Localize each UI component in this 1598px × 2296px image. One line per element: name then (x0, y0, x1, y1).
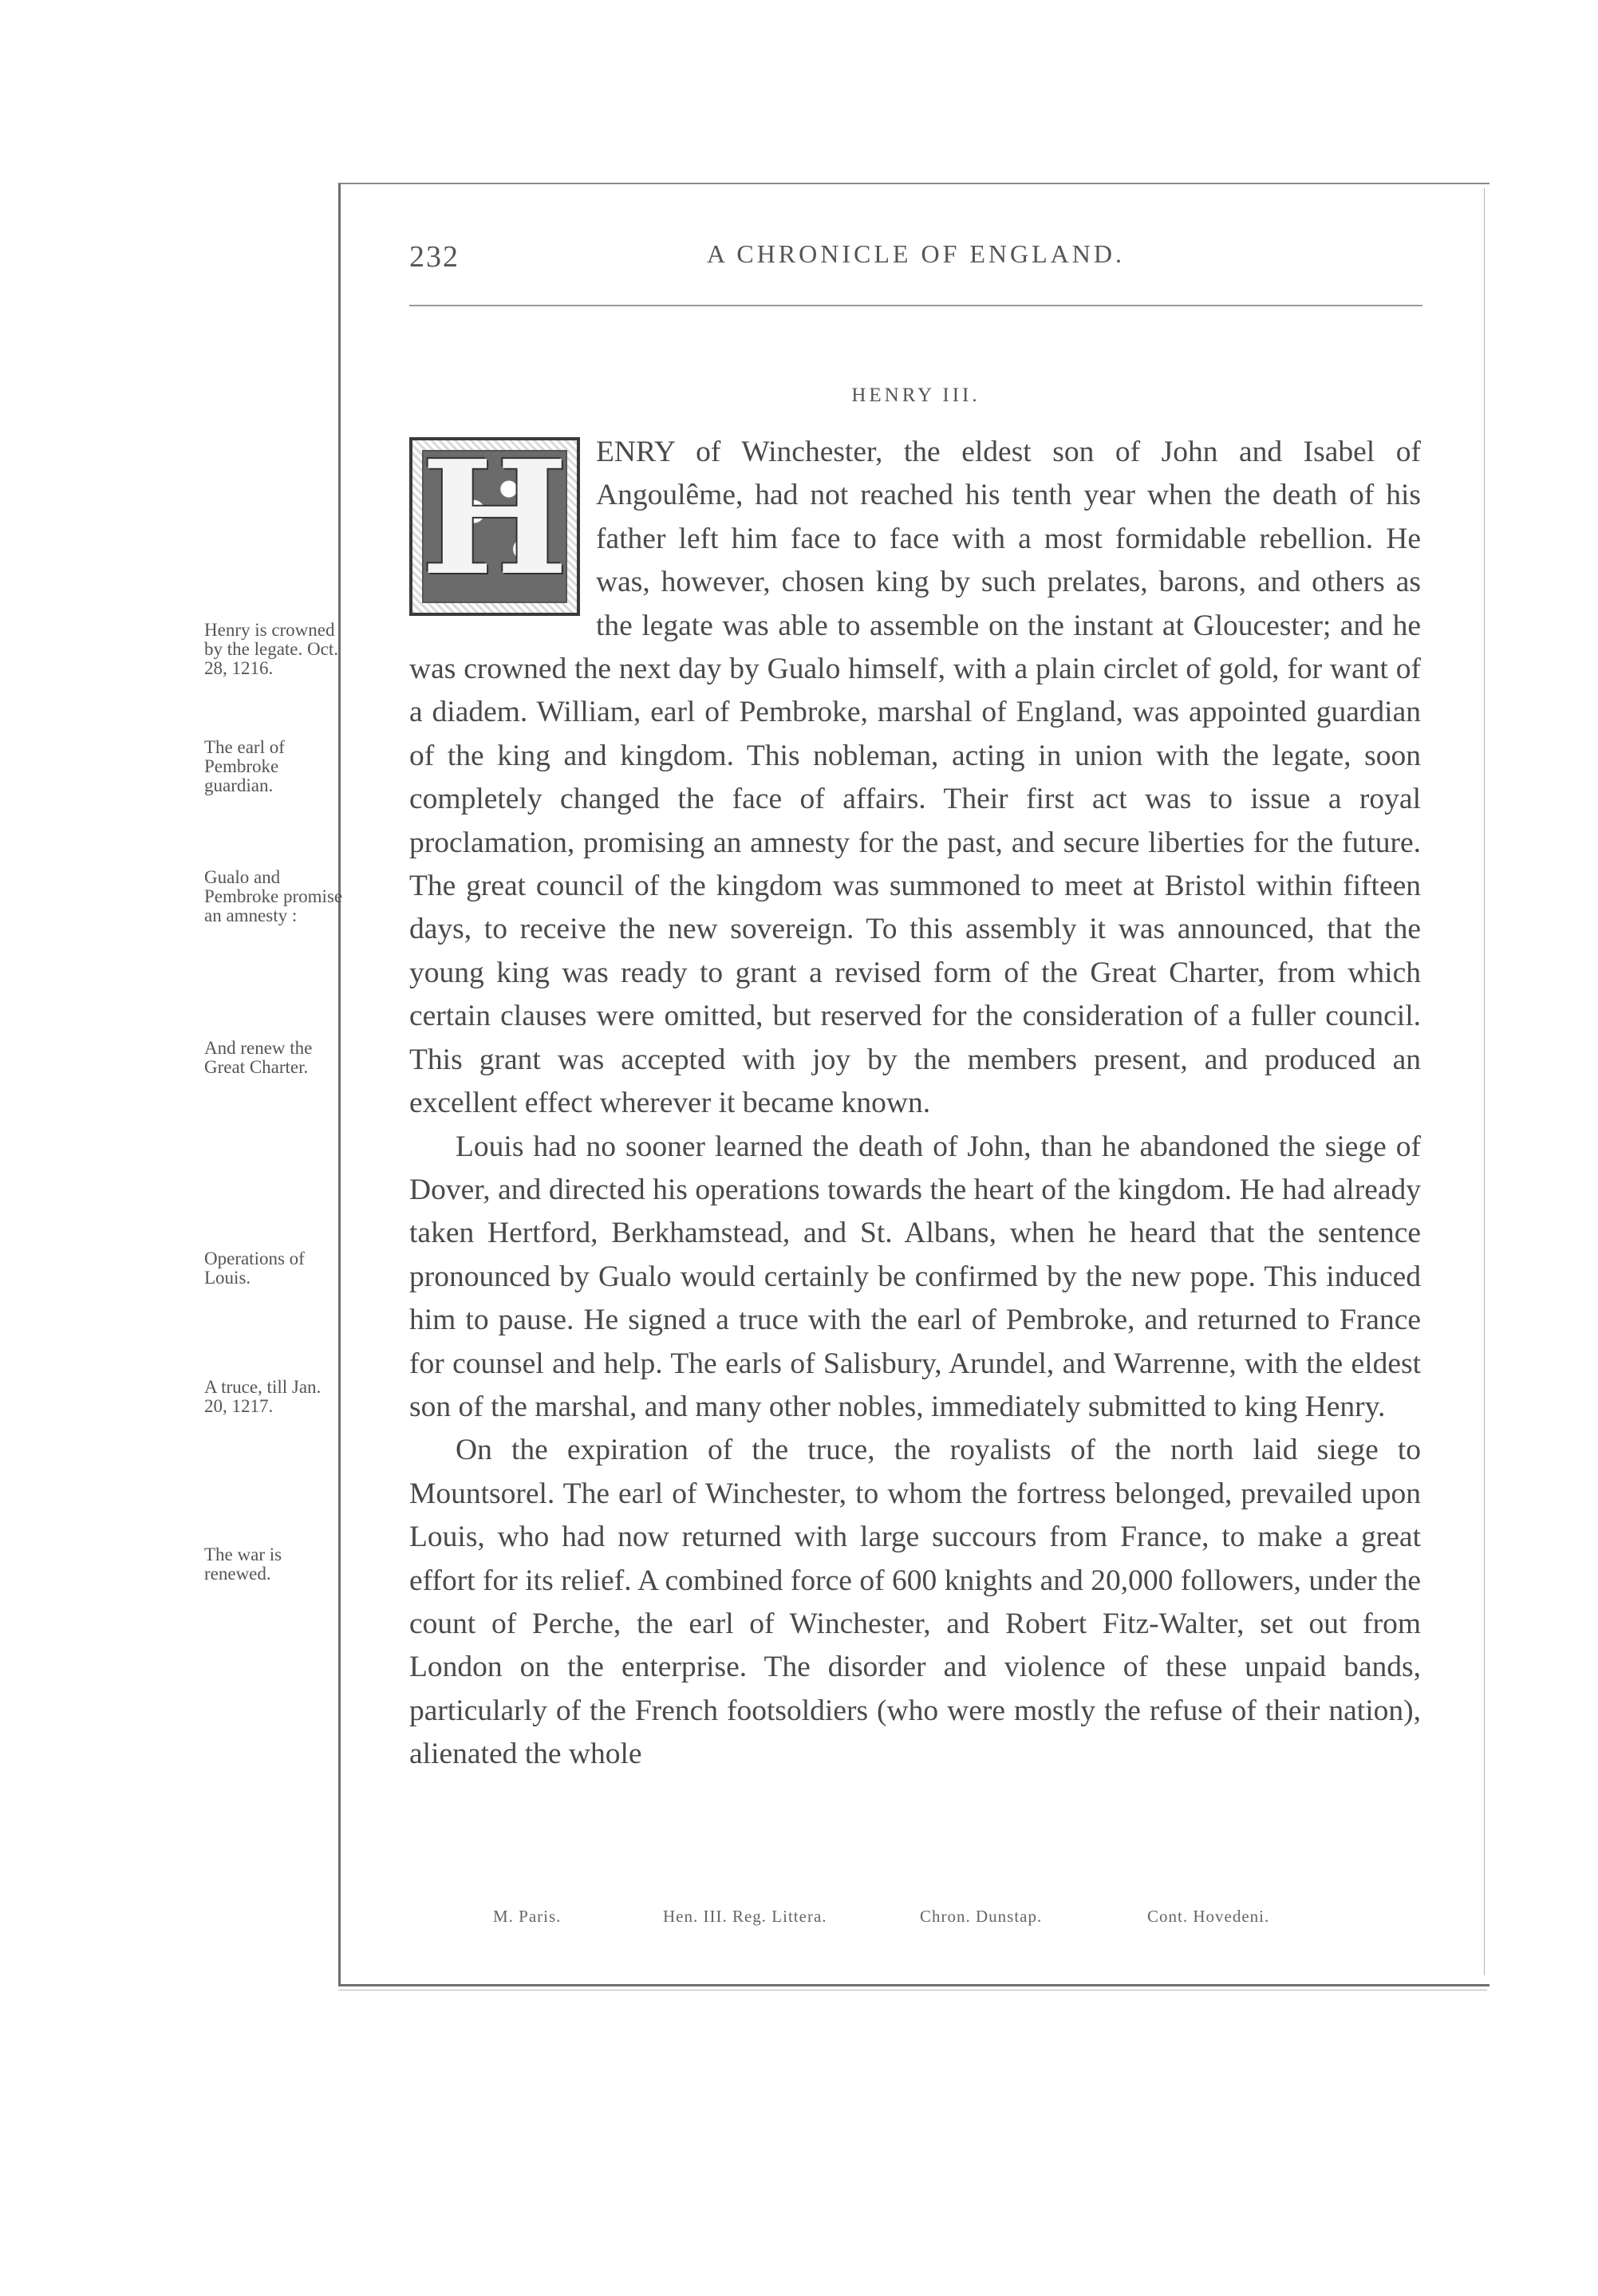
sidenote-truce: A truce, till Jan. 20, 1217. (204, 1377, 322, 1416)
drop-cap-letter: H (420, 437, 569, 610)
footnote-source: Chron. Dunstap. (920, 1907, 1043, 1926)
running-head (409, 239, 1422, 287)
page-frame-right-rule (1484, 188, 1485, 1975)
header-rule (409, 305, 1422, 306)
drop-cap-spacer (409, 431, 596, 645)
sidenote-crowned: Henry is crowned by the legate. Oct. 28, 1216. (204, 620, 338, 678)
footnote-source: M. Paris. (493, 1907, 562, 1926)
page-number: 232 (409, 240, 460, 274)
sidenote-amnesty: Gualo and Pembroke promise an amnesty : (204, 867, 343, 925)
footnote-sources (409, 1907, 1422, 1939)
paragraph-1: ENRY of Winchester, the eldest son of John and Isabel of Angoulême, had not reached his tenth year when the death of his father left him face to face with a most formidable rebellion. He was, however, chosen king by such prelates, barons, and others as the legate was able to assemble on the instant at Gloucester; and he was crowned the next day by Gualo himself, with a plain circlet of gold, for want of a diadem. William, earl of Pembroke, marshal of England, was appointed guardian of the king and kingdom. This nobleman, acting in union with the legate, soon completely changed the face of affairs. Their first act was to issue a royal proclamation, promising an amnesty for the past, and secure liberties for the future. The great council of the kingdom was summoned to meet at Bristol within fifteen days, to receive the new sovereign. To this assembly it was announced, that the young king was ready to grant a revised form of the Great Charter, from which certain clauses were omitted, but reserved for the consideration of a fuller council. This grant was accepted with joy by the members present, and produced an excellent effect wherever it became known. (409, 436, 1421, 1120)
body-text (409, 431, 1421, 1777)
sidenote-war-renewed: The war is renewed. (204, 1544, 282, 1584)
sidenote-guardian: The earl of Pembroke guardian. (204, 737, 285, 795)
paragraph-2: Louis had no sooner learned the death of John, than he abandoned the siege of Dover, and directed his operations towards the heart of the kingdom. He had already taken Hertford, Berkhamstead, and St. Albans, when he heard that the sentence pronounced by Gualo would certainly be confirmed by the new pope. This induced him to pause. He signed a truce with the earl of Pembroke, and returned to France for counsel and help. The earls of Salisbury, Arundel, and Warrenne, with the eldest son of the marshal, and many other nobles, immediately submitted to king Henry. (409, 1130, 1421, 1423)
footnote-source: Hen. III. Reg. Littera. (663, 1907, 827, 1926)
sidenote-charter: And renew the Great Charter. (204, 1038, 313, 1077)
running-title: A CHRONICLE OF ENGLAND. (707, 239, 1125, 268)
section-title: HENRY III. (851, 385, 981, 406)
sidenote-operations: Operations of Louis. (204, 1249, 305, 1288)
paragraph-3: On the expiration of the truce, the royalists of the north laid siege to Mountsorel. The earl of Winchester, to whom the fortress belonged, prevailed upon Louis, who had now returned with large succours from France, to make a great effort for its relief. A combined force of 600 knights and 20,000 followers, under the count of Perche, the earl of Winchester, and Robert Fitz-Walter, set out from London on the enterprise. The disorder and violence of these unpaid bands, particularly of the French footsoldiers (who were mostly the refuse of their nation), alienated the whole (409, 1434, 1421, 1771)
footnote-source: Cont. Hovedeni. (1147, 1907, 1270, 1926)
